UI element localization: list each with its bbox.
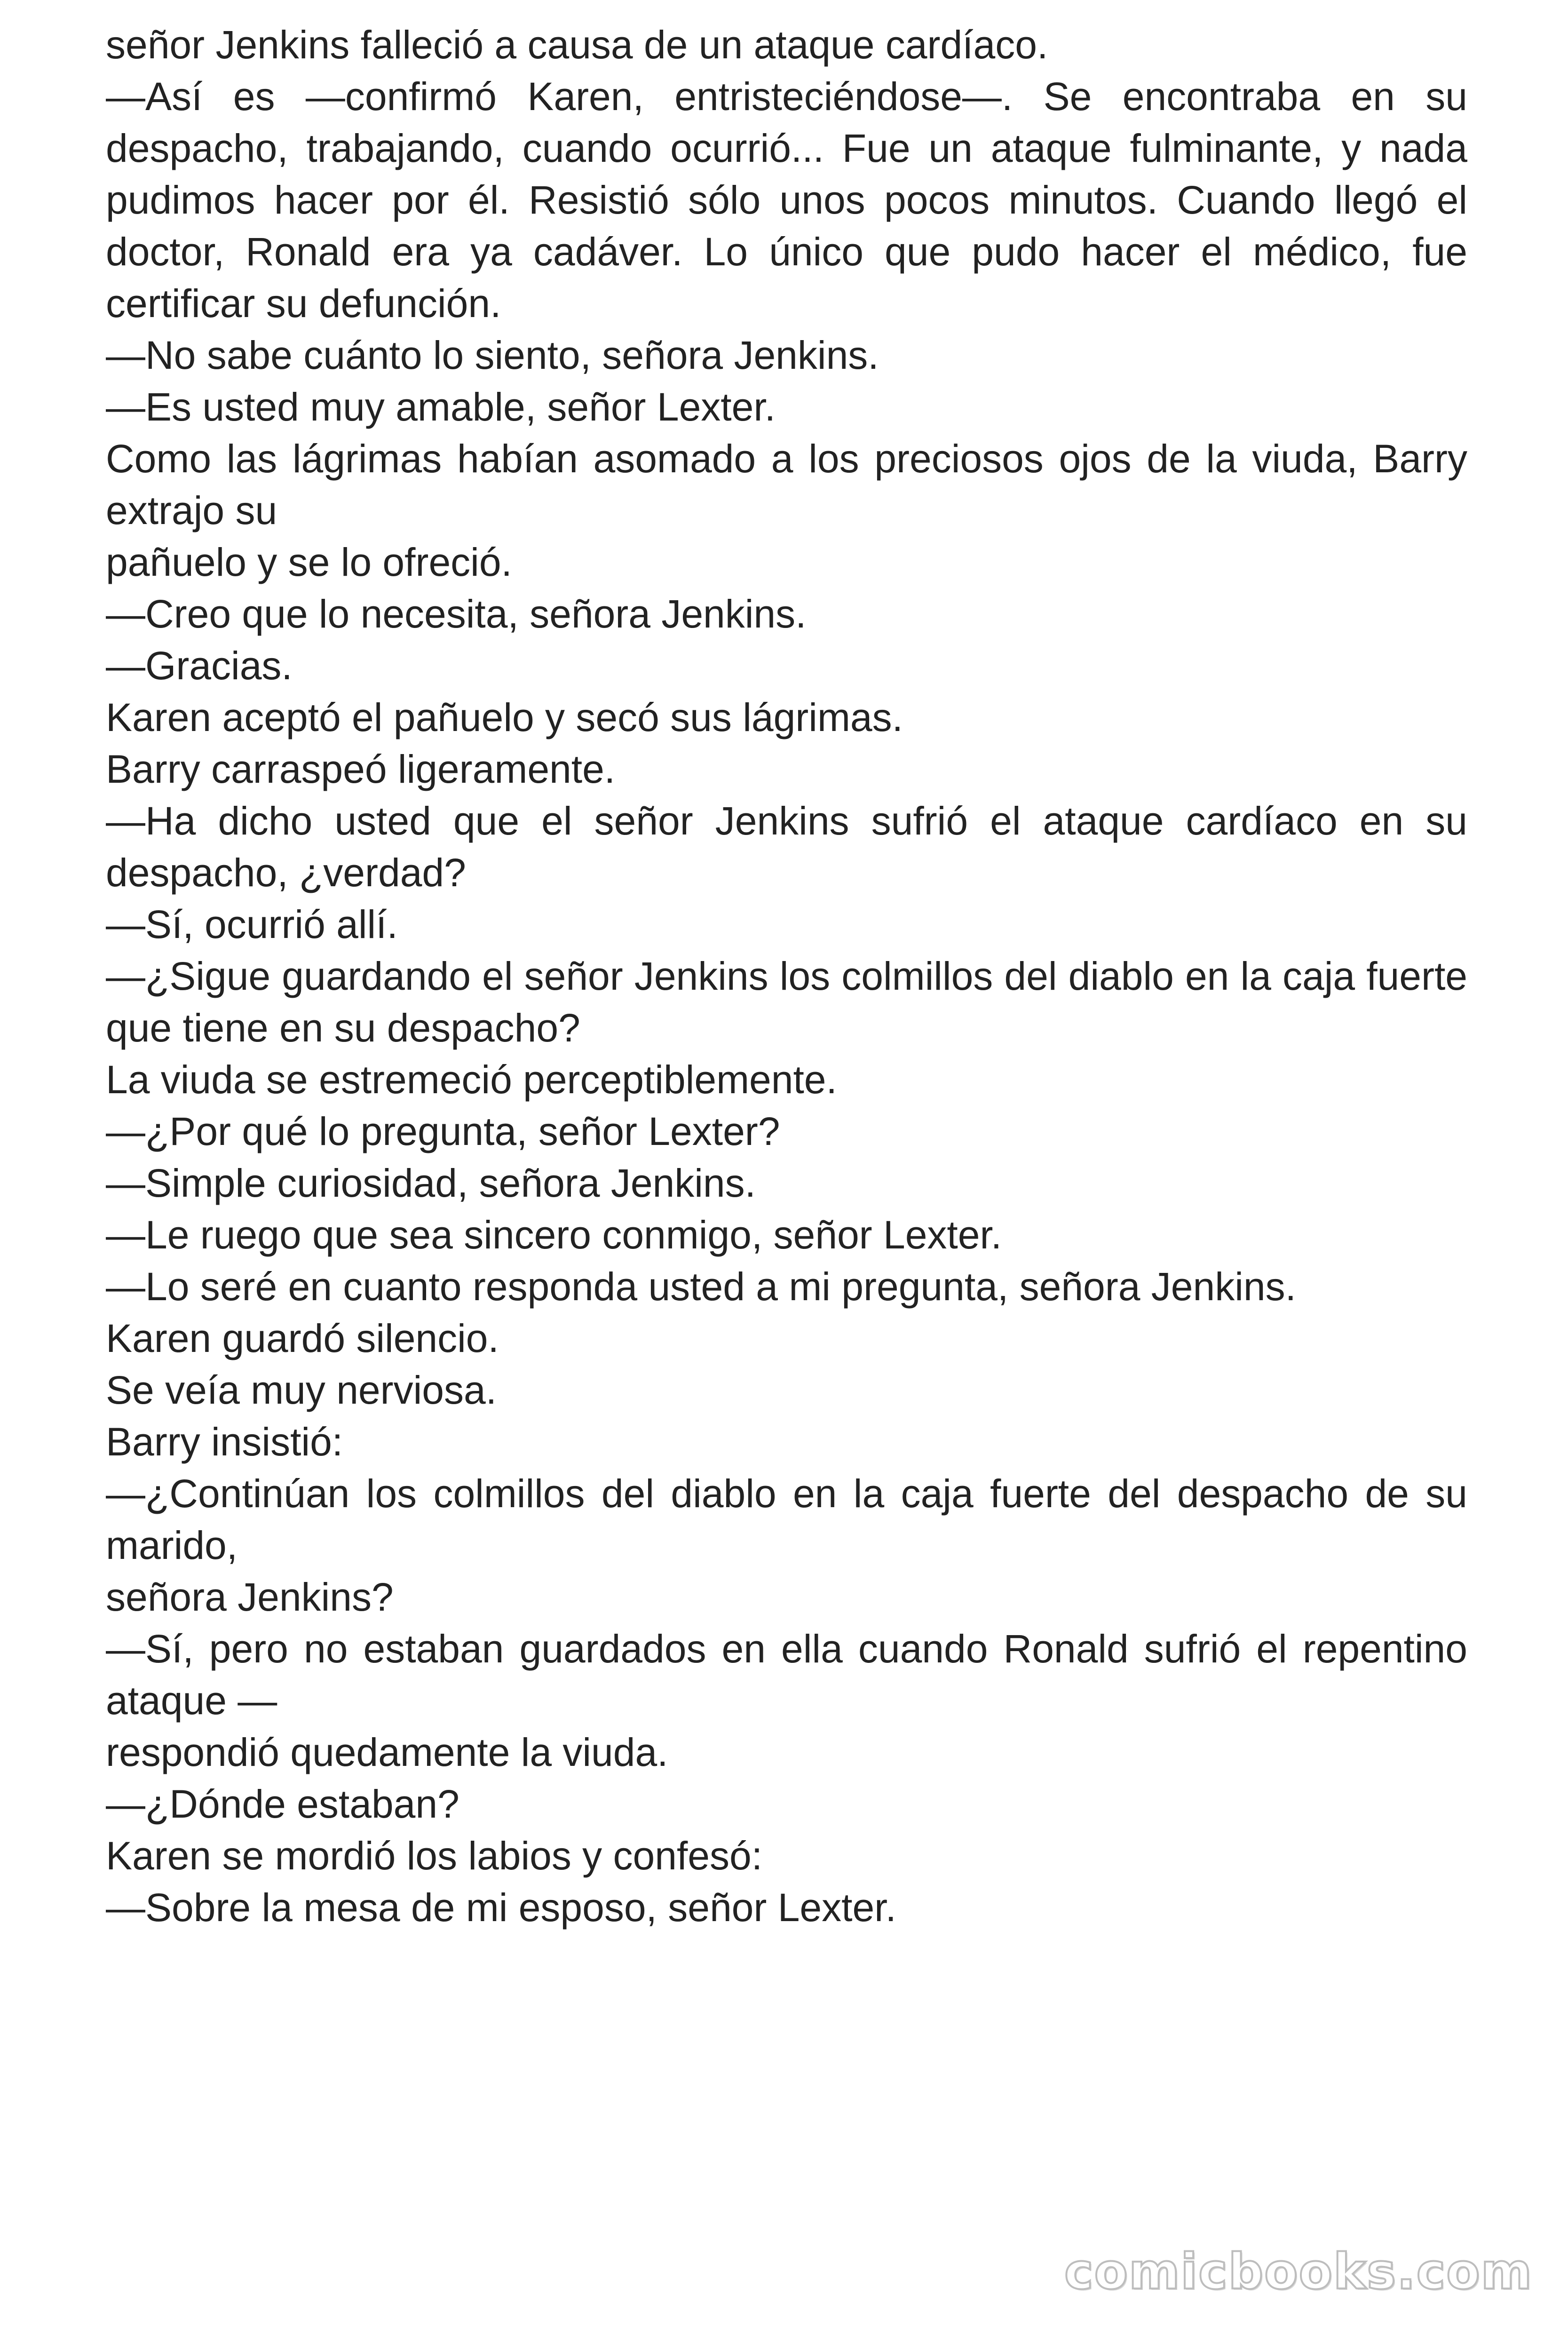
watermark: comicbooks.com: [1064, 2243, 1533, 2300]
paragraph: La viuda se estremeció perceptiblemente.: [106, 1057, 837, 1102]
paragraph: Barry carraspeó ligeramente.: [106, 747, 616, 791]
paragraph: —Creo que lo necesita, señora Jenkins.: [106, 592, 807, 636]
paragraph: —Simple curiosidad, señora Jenkins.: [106, 1161, 756, 1205]
paragraph: pañuelo y se lo ofreció.: [106, 540, 512, 584]
paragraph: —Sí, pero no estaban guardados en ella cuando Ronald sufrió el repentino ataque —: [106, 1627, 1467, 1723]
paragraph: —Sí, ocurrió allí.: [106, 902, 398, 946]
paragraph: —Ha dicho usted que el señor Jenkins sufrió el ataque cardíaco en su despacho, ¿verdad?: [106, 799, 1467, 895]
paragraph: Karen guardó silencio.: [106, 1316, 499, 1360]
paragraph: Karen se mordió los labios y confesó:: [106, 1834, 763, 1878]
paragraph: —¿Dónde estaban?: [106, 1782, 459, 1826]
paragraph: Como las lágrimas habían asomado a los preciosos ojos de la viuda, Barry extrajo su: [106, 437, 1467, 532]
paragraph: —Lo seré en cuanto responda usted a mi pregunta, señora Jenkins.: [106, 1264, 1296, 1309]
paragraph: respondió quedamente la viuda.: [106, 1730, 668, 1774]
paragraph: —¿Sigue guardando el señor Jenkins los colmillos del diablo en la caja fuerte que tiene en su despacho?: [106, 954, 1467, 1050]
paragraph: —Es usted muy amable, señor Lexter.: [106, 385, 776, 429]
paragraph: señora Jenkins?: [106, 1575, 394, 1619]
paragraph: Karen aceptó el pañuelo y secó sus lágrimas.: [106, 695, 903, 739]
paragraph: señor Jenkins falleció a causa de un ataque cardíaco.: [106, 23, 1048, 67]
paragraph: Barry insistió:: [106, 1420, 343, 1464]
body-text: [106, 19, 1467, 1933]
paragraph: —Le ruego que sea sincero conmigo, señor Lexter.: [106, 1213, 1002, 1257]
paragraph: —Así es —confirmó Karen, entristeciéndose—. Se encontraba en su despacho, trabajando, cuando ocurrió... Fue un ataque fulminante, y nada pudimos hacer por él. Resistió sólo unos pocos minutos. Cuando llegó el doctor, Ronald era ya cadáver. Lo único que pudo hacer el médico, fue certificar su defunción.: [106, 74, 1467, 326]
paragraph: Se veía muy nerviosa.: [106, 1368, 497, 1412]
paragraph: —Gracias.: [106, 644, 293, 688]
paragraph: —No sabe cuánto lo siento, señora Jenkins.: [106, 333, 879, 377]
paragraph: —¿Por qué lo pregunta, señor Lexter?: [106, 1109, 780, 1153]
paragraph: —Sobre la mesa de mi esposo, señor Lexter.: [106, 1885, 896, 1930]
paragraph: —¿Continúan los colmillos del diablo en la caja fuerte del despacho de su marido,: [106, 1471, 1467, 1567]
